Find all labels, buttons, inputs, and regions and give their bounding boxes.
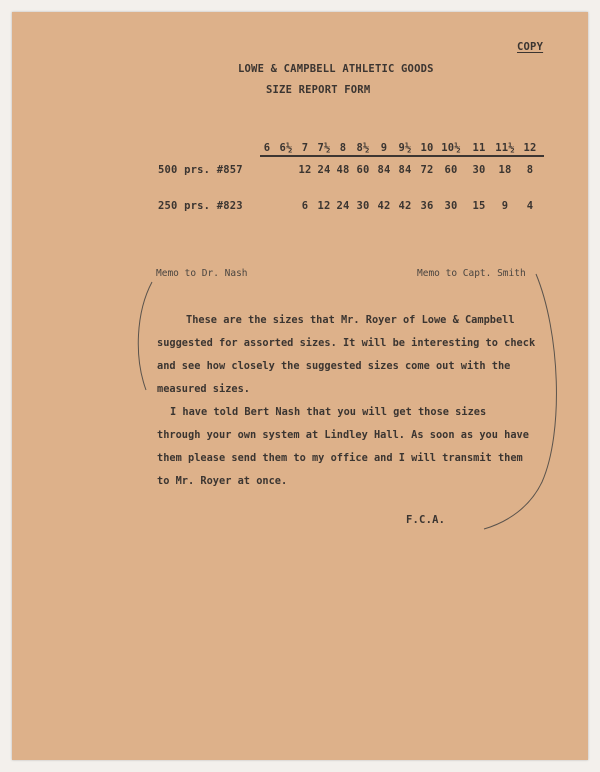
size-header-cell: 11 (472, 142, 486, 154)
table-cell: 84 (398, 164, 412, 176)
size-header-cell: 6½ (279, 142, 293, 154)
memo-left-note: Memo to Dr. Nash (156, 268, 248, 279)
table-cell: 36 (420, 200, 434, 212)
table-cell: 42 (398, 200, 412, 212)
table-cell: 6 (301, 200, 309, 212)
table-cell: 12 (317, 200, 331, 212)
table-cell: 72 (420, 164, 434, 176)
row-label: 500 prs. #857 (158, 164, 243, 176)
paragraph-line: to Mr. Royer at once. (157, 475, 288, 487)
table-cell: 42 (377, 200, 391, 212)
size-header-cell: 12 (523, 142, 537, 154)
copy-label: COPY (517, 41, 544, 53)
size-header-cell: 8½ (356, 142, 370, 154)
document-page (12, 12, 588, 760)
paragraph-line: and see how closely the suggested sizes come out with the (157, 360, 511, 372)
paragraph-line: through your own system at Lindley Hall. As soon as you have (157, 429, 529, 441)
memo-paragraph-1 (157, 309, 550, 401)
table-cell: 4 (526, 200, 534, 212)
table-cell: 9 (501, 200, 509, 212)
paragraph-line: suggested for assorted sizes. It will be interesting to check (157, 337, 536, 349)
table-cell: 48 (336, 164, 350, 176)
document-title: LOWE & CAMPBELL ATHLETIC GOODS (238, 63, 434, 75)
table-cell: 84 (377, 164, 391, 176)
size-header-cell: 10½ (441, 142, 461, 154)
size-header-cell: 10 (420, 142, 434, 154)
size-header-cell: 7½ (317, 142, 331, 154)
memo-paragraph-2 (157, 401, 550, 493)
signature-initials: F.C.A. (406, 514, 446, 526)
table-cell: 24 (336, 200, 350, 212)
size-header-cell: 8 (339, 142, 347, 154)
size-header-cell: 11½ (495, 142, 515, 154)
table-cell: 15 (472, 200, 486, 212)
table-cell: 18 (498, 164, 512, 176)
size-header-cell: 7 (301, 142, 309, 154)
table-cell: 24 (317, 164, 331, 176)
size-header-cell: 6 (263, 142, 271, 154)
table-cell: 30 (444, 200, 458, 212)
left-bracket-mark (138, 282, 152, 390)
table-cell: 30 (472, 164, 486, 176)
table-cell: 30 (356, 200, 370, 212)
document-subtitle: SIZE REPORT FORM (266, 84, 371, 96)
table-cell: 8 (526, 164, 534, 176)
table-cell: 12 (298, 164, 312, 176)
memo-right-note: Memo to Capt. Smith (417, 268, 526, 279)
paragraph-line: I have told Bert Nash that you will get those sizes (170, 406, 487, 418)
paragraph-line: These are the sizes that Mr. Royer of Lowe & Campbell (186, 314, 515, 326)
table-cell: 60 (356, 164, 370, 176)
row-label: 250 prs. #823 (158, 200, 243, 212)
paragraph-line: them please send them to my office and I will transmit them (157, 452, 523, 464)
table-cell: 60 (444, 164, 458, 176)
size-header-cell: 9 (380, 142, 388, 154)
size-header-cell: 9½ (398, 142, 412, 154)
paragraph-line: measured sizes. (157, 383, 250, 395)
